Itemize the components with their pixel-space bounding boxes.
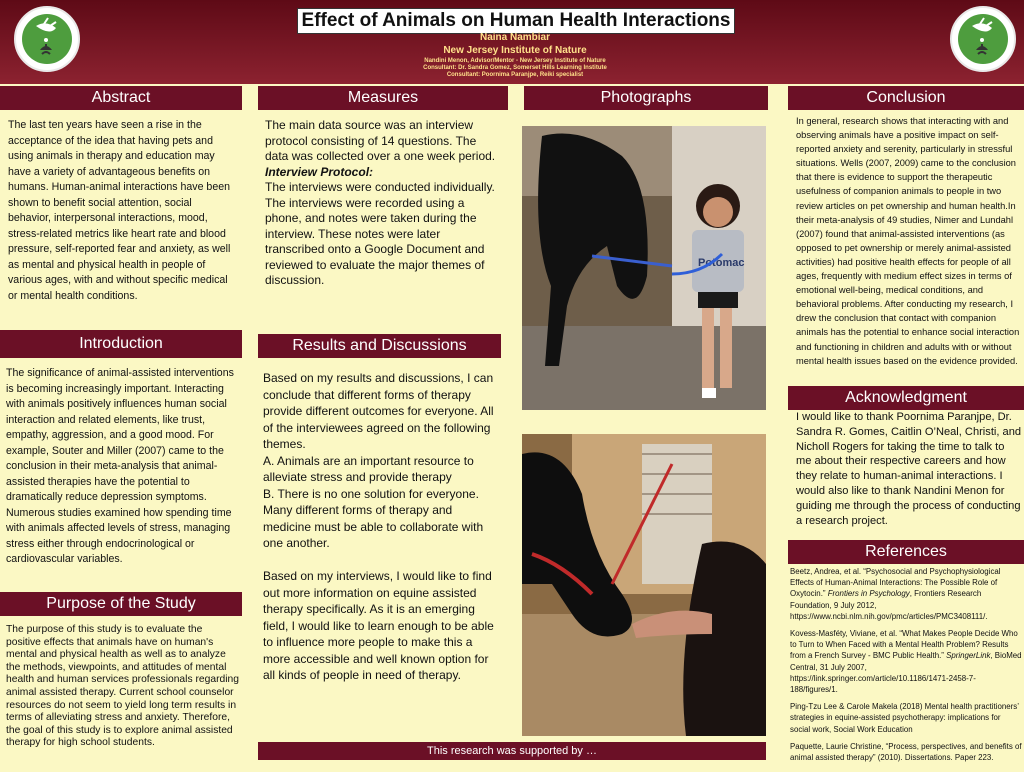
horse-walking-image: [522, 126, 766, 410]
photographs-heading: Photographs: [524, 86, 768, 110]
purpose-text: The purpose of this study is to evaluate the positive effects that animals have on human's mental and physical health as well as to analyze the methods, viewpoints, and attitudes of mental health and human services professionals regarding animal assisted therapy. Current school counselor resources do not seem to yield long term results in terms of alleviating stress and anxiety. Therefore, the goal of this study is to explore animal assisted therapy for high school students.: [6, 624, 239, 749]
measures-text: [265, 118, 501, 289]
acknowledgment-text: I would like to thank Poornima Paranjpe, Dr. Sandra R. Gomes, Caitlin O’Neal, Christi, and Nicholl Rogers for taking the time to talk to me about their respective careers and how they relate to human-animal interactions. I would also like to thank Nandini Menon for guiding me through the process of conducting a research project.: [796, 411, 1022, 527]
introduction-text: The significance of animal-assisted interventions is becoming increasingly important. Interacting with animals positively influences human social interaction and related elements, like trust, empathy, aggression, and a good mood. For example, Souter and Miller (2007) came to the conclusion in their meta-analysis that animal-assisted therapies have the potential to dramatically reduce depression symptoms. Numerous studies examined how spending time with animals affected levels of stress, managing stress either through endocrinological or cardiovascular variables.: [6, 367, 234, 565]
advisor-line: Nandini Menon, Advisor/Mentor - New Jersey Institute of Nature: [424, 58, 606, 64]
poster-title: Effect of Animals on Human Health Interactions: [297, 8, 735, 34]
reference-item: Ping-Tzu Lee & Carole Makela (2018) Mental health practitioners’ strategies in equine-assisted psychotherapy: implications for social work, Social Work Education: [790, 702, 1019, 734]
reference-item: Kovess-Masféty, Viviane, et al. “What Makes People Decide Who to Turn to When Faced with a Mental Health Problem? Results from a French Survey - BMC Public Health.” SpringerLink, BioMed Central, 31 July 2007, https://link.springer.com/article/10.1186/1471-2458-7-188/figures/1.: [790, 629, 1022, 695]
results-theme-b: B. There is no one solution for everyone. Many different forms of therapy and medicine must be able to collaborate with one another.: [263, 486, 484, 550]
measures-protocol-text: The interviews were conducted individually. The interviews were recorded using a phone, and notes were taken during the interview. These notes were later transcribed onto a Google Document and reviewed to evaluate the major themes of discussion.: [265, 180, 495, 287]
institute-name: New Jersey Institute of Nature: [443, 45, 587, 56]
poster-header: [0, 0, 1024, 84]
references-list: [790, 566, 1022, 769]
shirt-text: Potomac: [698, 257, 745, 269]
conclusion-heading: Conclusion: [788, 86, 1024, 110]
references-heading: References: [788, 540, 1024, 564]
support-banner: This research was supported by …: [258, 742, 766, 760]
hand-seed-icon: [958, 14, 1008, 64]
acknowledgment-heading: Acknowledgment: [788, 386, 1024, 410]
measures-intro: The main data source was an interview protocol consisting of 14 questions. The data was collected over a one week period.: [265, 118, 496, 163]
consultant-line-2: Consultant: Poornima Paranjpe, Reiki specialist: [446, 72, 584, 78]
interview-protocol-label: Interview Protocol:: [265, 164, 374, 179]
results-text: [263, 370, 503, 684]
results-theme-a: A. Animals are an important resource to alleviate stress and provide therapy: [263, 453, 474, 484]
purpose-heading: Purpose of the Study: [0, 592, 242, 616]
abstract-heading: Abstract: [0, 86, 242, 110]
photo-horse-walking: [522, 126, 766, 410]
reference-item: Beetz, Andrea, et al. “Psychosocial and Psychophysiological Effects of Human-Animal Interactions: The Possible Role of Oxytocin.” Frontiers in Psychology, Frontiers Research Foundation, 9 July 2012, https://www.ncbi.nlm.nih.gov/pmc/articles/PMC3408111/.: [790, 567, 1001, 621]
author-name: Naina Nambiar: [479, 32, 551, 43]
abstract-text: The last ten years have seen a rise in the acceptance of the idea that having pets and using animals in therapy and education may have a variety of advantageous benefits on humans. Human-animal interactions have been shown to benefit social attention, social behavior, interpersonal interactions, mood, stress-related metrics like heart rate and blood pressure, self-reported fear and anxiety, as well as mental and physical health in people of various ages, with and without specific medical or mental health conditions.: [8, 119, 231, 302]
logo-right: [950, 6, 1016, 72]
results-heading: Results and Discussions: [258, 334, 501, 358]
reference-item: Paquette, Laurie Christine, “Process, perspectives, and benefits of animal assisted therapy” (2010). Dissertations. Paper 223.: [790, 741, 1022, 763]
conclusion-text: In general, research shows that interacting with and observing animals have a positive impact on self-reported anxiety and serenity, particularly in stressful situations. Wells (2007, 2009) came to the conclusion that there is evidence to support the therapeutic usefulness of companion animals to people in two review articles on pet ownership and human health.In their meta-analysis of 49 studies, Nimer and Lundahl (2007) found that animal-assisted interventions (as opposed to pet ownership or merely animal-assisted activities) had positive health effects for people of all ages, frequently with medium effect sizes in terms of emotional well-being, medical conditions, and behavioral problems. After conducting my research, I drew the conclusion that contact with companion animals has the potential to enhance social interaction and functioning in children and adults with or without mental health issues based on the evidence provided.: [796, 116, 1020, 366]
horse-stable-image: [522, 434, 766, 736]
poster-body: [0, 84, 1024, 772]
results-paragraph-1: Based on my results and discussions, I can conclude that different forms of therapy provide different outcomes for everyone. All of the interviewees agreed on the following themes.: [263, 371, 494, 451]
consultant-line-1: Consultant: Dr. Sandra Gomez, Somerset Hills Learning Institute: [423, 65, 607, 71]
hand-seed-icon: [22, 14, 72, 64]
logo-left: [14, 6, 80, 72]
results-paragraph-2: Based on my interviews, I would like to find out more information on equine assisted therapy specifically. As it is an emerging field, I would like to learn enough to be able to influence more people to make this a more accessible and well known option for all kinds of people in need of therapy.: [263, 569, 494, 682]
measures-heading: Measures: [258, 86, 508, 110]
photo-horse-stable: [522, 434, 766, 736]
introduction-heading: Introduction: [0, 330, 242, 358]
